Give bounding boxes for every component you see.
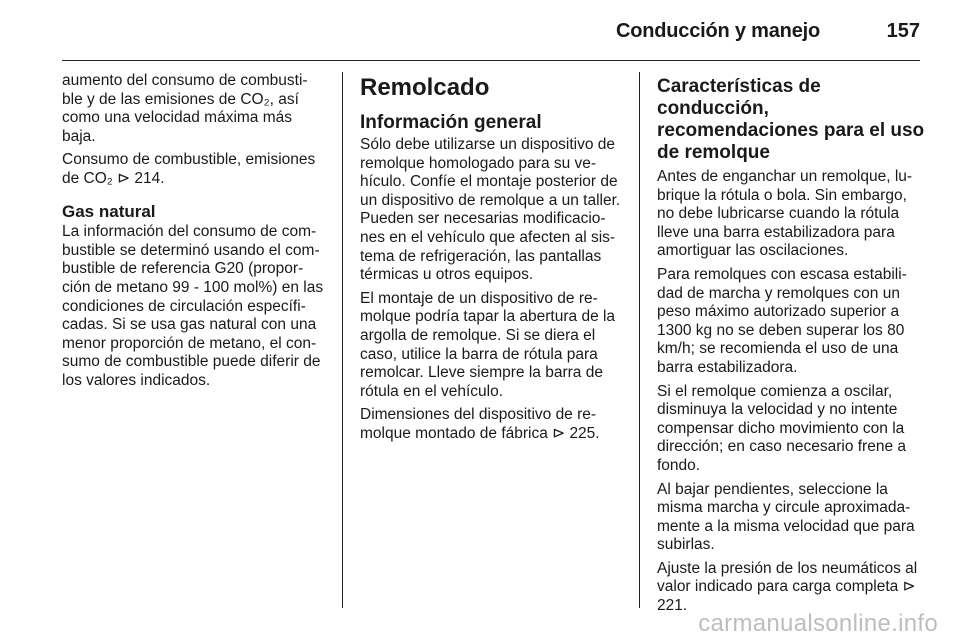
column-divider-2: [639, 72, 640, 608]
page-title: Conducción y manejo: [615, 20, 820, 42]
column-2: [360, 72, 625, 449]
section-heading-gas-natural: Gas natural: [62, 201, 156, 221]
paragraph: El montaje de un dispositivo de re-molque podría tapar la abertura de la argolla de remolque. Si se diera el caso, utilice la barra de rótula para remolcar. Lleve siempre la barra de rótula en el vehículo.: [360, 289, 616, 400]
paragraph: La información del consumo de com-bustible se determinó usando el com-bustible de referencia G20 (propor-ción de metano 99 - 100 mol%) en las condiciones de circulación específi-cadas. Si se usa gas natural con una menor proporción de metano, el con-sumo de combustible puede diferir de los valores indicados.: [62, 223, 324, 389]
subsection-heading-caracteristicas: Características de conducción, recomendaciones para el uso de remolque: [657, 76, 925, 163]
paragraph: Consumo de combustible, emisiones de CO₂ ⊳ 214.: [62, 151, 316, 187]
paragraph: Al bajar pendientes, seleccione la misma marcha y circule aproximada-mente a la misma velocidad que para subirlas.: [657, 480, 915, 554]
section-title-remolcado: Remolcado: [360, 74, 490, 101]
paragraph: Antes de enganchar un remolque, lu-brique la rótula o bola. Sin embargo, no debe lubricarse cuando la rótula lleve una barra estabilizadora para amortiguar las oscilaciones.: [657, 168, 913, 260]
subsection-heading-informacion-general: Información general: [360, 112, 542, 133]
column-divider-1: [342, 72, 343, 608]
paragraph: Si el remolque comienza a oscilar, disminuya la velocidad y no intente compensar dicho movimiento con la dirección; en caso necesario frene a fondo.: [657, 382, 907, 474]
page-header: [62, 14, 920, 48]
page-number: 157: [886, 20, 920, 42]
column-3: [657, 72, 925, 621]
header-divider: [62, 60, 920, 61]
paragraph: Sólo debe utilizarse un dispositivo de remolque homologado para su ve-hículo. Confíe el montaje posterior de un dispositivo de remolque a un taller. Pueden ser necesarias modificacio-nes en el vehículo que afecten al sis-tema de refrigeración, las pantallas térmicas u otros equipos.: [360, 136, 621, 284]
paragraph: Dimensiones del dispositivo de re-molque montado de fábrica ⊳ 225.: [360, 406, 600, 442]
watermark: carmanualsonline.info: [698, 610, 938, 637]
column-1: [62, 72, 327, 396]
paragraph: Para remolques con escasa estabili-dad de marcha y remolques con un peso máximo autorizado superior a 1300 kg no se deben superar los 80 km/h; se recomienda el uso de una barra estabilizadora.: [657, 265, 907, 376]
paragraph: Ajuste la presión de los neumáticos al valor indicado para carga completa ⊳ 221.: [657, 559, 918, 615]
paragraph: aumento del consumo de combusti-ble y de las emisiones de CO₂, así como una velocidad máxima más baja.: [62, 72, 308, 145]
